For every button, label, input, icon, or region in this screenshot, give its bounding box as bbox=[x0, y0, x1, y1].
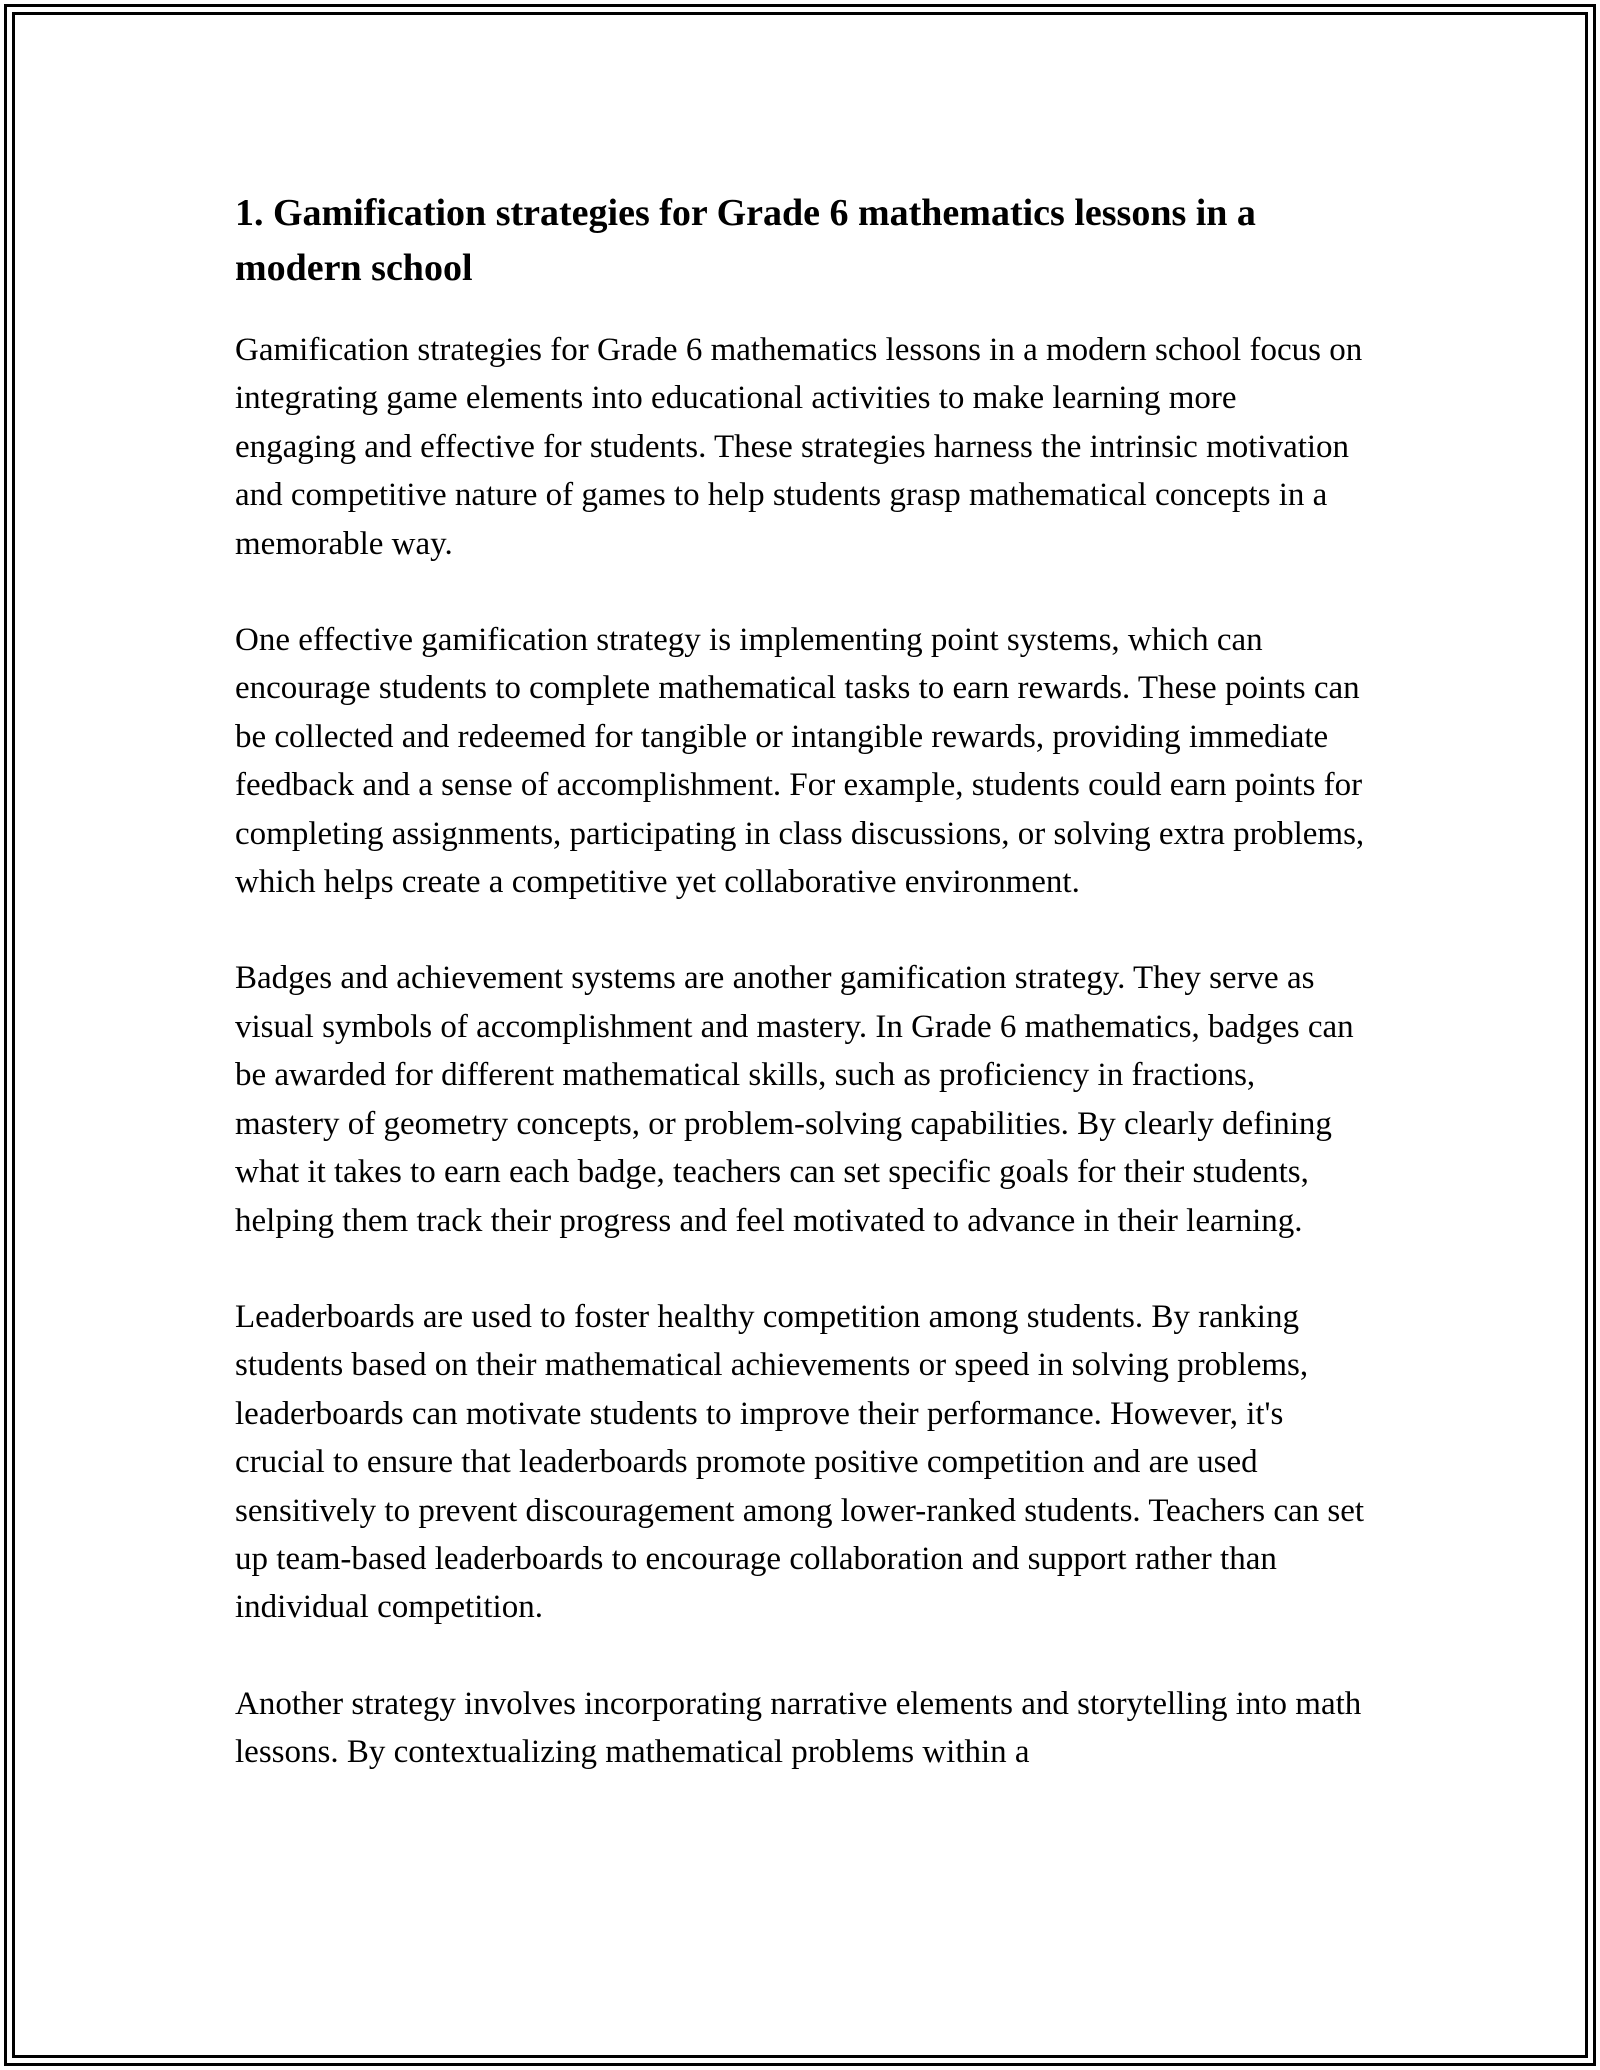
paragraph-introduction: Gamification strategies for Grade 6 mathematics lessons in a modern school focus on integrating game elements into educational activities to make learning more engaging and effective for students. These strategies harness the intrinsic motivation and competitive nature of games to help students grasp mathematical concepts in a memorable way. bbox=[235, 332, 1363, 562]
document-body bbox=[235, 186, 1365, 1825]
paragraph-point-systems: One effective gamification strategy is implementing point systems, which can encourage students to complete mathematical tasks to earn rewards. These points can be collected and redeemed for tangible or intangible rewards, providing immediate feedback and a sense of accomplishment. For example, students could earn points for completing assignments, participating in class discussions, or solving extra problems, which helps create a competitive yet collaborative environment. bbox=[235, 622, 1365, 901]
paragraph-narrative: Another strategy involves incorporating narrative elements and storytelling into math lessons. By contextualizing mathematical problems within a bbox=[235, 1685, 1362, 1771]
paragraph-badges: Badges and achievement systems are another gamification strategy. They serve as visual symbols of accomplishment and mastery. In Grade 6 mathematics, badges can be awarded for different mathematical skills, such as proficiency in fractions, mastery of geometry concepts, or problem-solving capabilities. By clearly defining what it takes to earn each badge, teachers can set specific goals for their students, helping them track their progress and feel motivated to advance in their learning. bbox=[235, 960, 1354, 1239]
section-heading: 1. Gamification strategies for Grade 6 mathematics lessons in a modern school bbox=[235, 192, 1256, 289]
paragraph-leaderboards: Leaderboards are used to foster healthy competition among students. By ranking students based on their mathematical achievements or speed in solving problems, leaderboards can motivate students to improve their performance. However, it's crucial to ensure that leaderboards promote positive competition and are used sensitively to prevent discouragement among lower-ranked students. Teachers can set up team-based leaderboards to encourage collaboration and support rather than individual competition. bbox=[235, 1298, 1365, 1626]
